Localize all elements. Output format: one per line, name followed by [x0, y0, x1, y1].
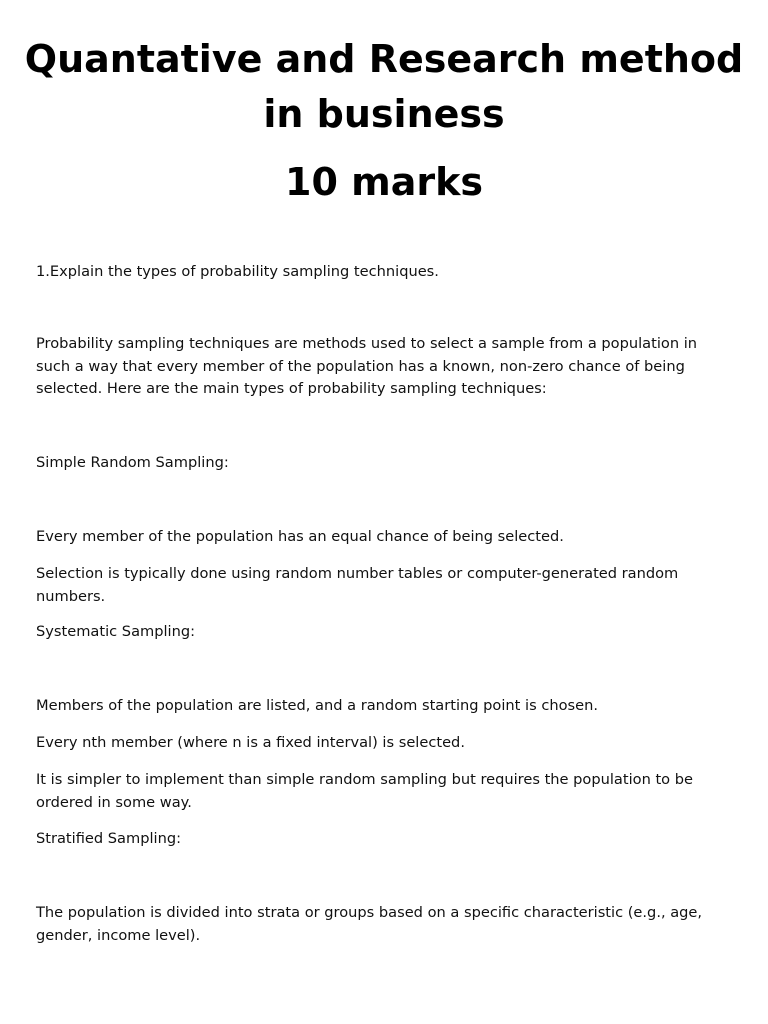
stratified-heading: Stratified Sampling: [36, 830, 182, 847]
simple-random-point: Every member of the population has an equal chance of being selected. [36, 528, 564, 545]
systematic-point: It is simpler to implement than simple random sampling but requires the population to be ordered in some way. [36, 771, 693, 811]
systematic-point: Members of the population are listed, and a random starting point is chosen. [36, 697, 598, 714]
systematic-heading: Systematic Sampling: [36, 623, 196, 640]
stratified-point: The population is divided into strata or groups based on a specific characteristic (e.g., age, gender, income level). [36, 904, 703, 944]
question-text: 1.Explain the types of probability sampling techniques. [36, 263, 439, 280]
intro-paragraph: Probability sampling techniques are methods used to select a sample from a population in such a way that every member of the population has a known, non-zero chance of being selected. Here are the main types of probability sampling techniques: [36, 335, 698, 397]
document-title: Quantative and Research method in business [24, 37, 744, 136]
marks-heading: 10 marks [285, 160, 483, 204]
simple-random-heading: Simple Random Sampling: [36, 454, 229, 471]
systematic-point: Every nth member (where n is a fixed interval) is selected. [36, 734, 465, 751]
simple-random-point: Selection is typically done using random number tables or computer-generated random numbers. [36, 565, 679, 605]
